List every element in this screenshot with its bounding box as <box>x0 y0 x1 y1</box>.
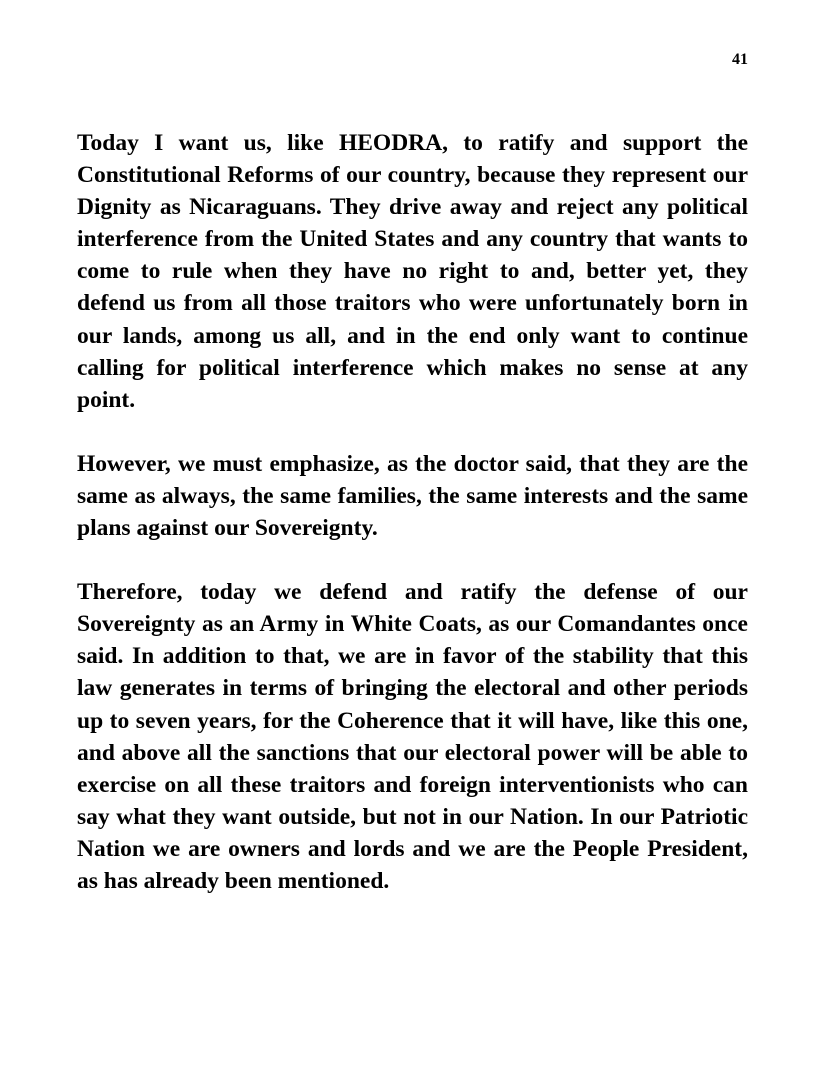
paragraph-2: However, we must emphasize, as the doctor said, that they are the same as always, the same families, the same interests and the same plans against our Sovereignty. <box>77 450 748 542</box>
page-number: 41 <box>732 51 748 68</box>
document-body <box>77 127 748 929</box>
paragraph-1: Today I want us, like HEODRA, to ratify and support the Constitutional Reforms of our country, because they represent our Dignity as Nicaraguans. They drive away and reject any political interference from the United States and any country that wants to come to rule when they have no right to and, better yet, they defend us from all those traitors who were unfortunately born in our lands, among us all, and in the end only want to continue calling for political interference which makes no sense at any point. <box>77 130 748 413</box>
paragraph-3: Therefore, today we defend and ratify the defense of our Sovereignty as an Army in White Coats, as our Comandantes once said. In addition to that, we are in favor of the stability that this law generates in terms of bringing the electoral and other periods up to seven years, for the Coherence that it will have, like this one, and above all the sanctions that our electoral power will be able to exercise on all these traitors and foreign interventionists who can say what they want outside, but not in our Nation. In our Patriotic Nation we are owners and lords and we are the People President, as has already been mentioned. <box>77 579 748 894</box>
